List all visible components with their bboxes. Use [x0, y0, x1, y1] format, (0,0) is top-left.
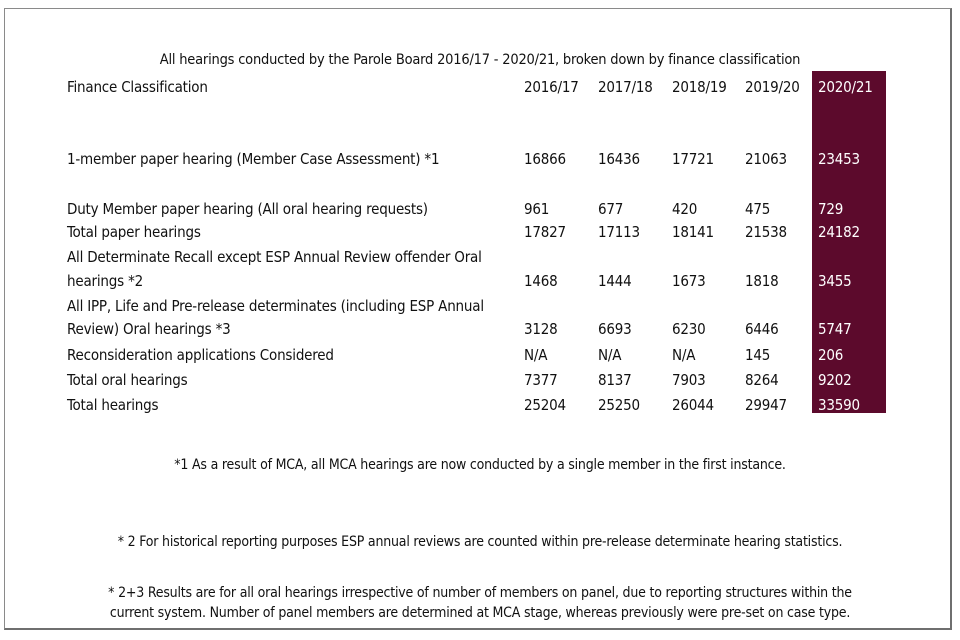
- row-value-highlighted: 206: [818, 346, 844, 364]
- row-value: N/A: [598, 346, 622, 364]
- row-value: 1444: [598, 272, 632, 290]
- row-label: All IPP, Life and Pre-release determinates (including ESP Annual: [67, 297, 484, 315]
- row-value: 1818: [745, 272, 779, 290]
- row-value: N/A: [524, 346, 548, 364]
- row-value: 3128: [524, 320, 558, 338]
- footnote-2: * 2 For historical reporting purposes ESP annual reviews are counted within pre-release determinate hearing statistics.: [117, 534, 843, 550]
- row-value: 1673: [672, 272, 706, 290]
- row-value: 8264: [745, 371, 779, 389]
- row-value: 7377: [524, 371, 558, 389]
- footnote-3-line2: current system. Number of panel members are determined at MCA stage, whereas previously were pre-set on case type.: [109, 605, 851, 621]
- row-value: 17113: [598, 223, 640, 241]
- table-title: All hearings conducted by the Parole Board 2016/17 - 2020/21, broken down by finance classification: [159, 52, 801, 68]
- row-value: 21538: [745, 223, 787, 241]
- header-year: 2016/17: [524, 78, 579, 96]
- row-label: All Determinate Recall except ESP Annual Review offender Oral: [67, 248, 482, 266]
- row-label: Duty Member paper hearing (All oral hearing requests): [67, 200, 428, 218]
- row-value: 1468: [524, 272, 558, 290]
- row-value: 145: [745, 346, 771, 364]
- row-label: Reconsideration applications Considered: [67, 346, 334, 364]
- row-value-highlighted: 729: [818, 200, 844, 218]
- header-year: 2018/19: [672, 78, 727, 96]
- row-value: N/A: [672, 346, 696, 364]
- row-value: 475: [745, 200, 771, 218]
- row-value: 29947: [745, 396, 787, 414]
- row-label: 1-member paper hearing (Member Case Assessment) *1: [67, 150, 440, 168]
- row-value: 25204: [524, 396, 566, 414]
- row-label: Total oral hearings: [67, 371, 188, 389]
- row-value: 18141: [672, 223, 714, 241]
- header-year: 2017/18: [598, 78, 653, 96]
- row-value: 420: [672, 200, 698, 218]
- header-year-highlighted: 2020/21: [818, 78, 873, 96]
- row-value: 16436: [598, 150, 640, 168]
- row-label-continued: Review) Oral hearings *3: [67, 320, 231, 338]
- row-value-highlighted: 3455: [818, 272, 852, 290]
- header-label: Finance Classification: [67, 78, 208, 96]
- row-value: 677: [598, 200, 624, 218]
- row-value-highlighted: 24182: [818, 223, 860, 241]
- row-value: 6446: [745, 320, 779, 338]
- row-value-highlighted: 33590: [818, 396, 860, 414]
- row-value: 21063: [745, 150, 787, 168]
- row-value-highlighted: 23453: [818, 150, 860, 168]
- row-value: 17827: [524, 223, 566, 241]
- row-value: 6693: [598, 320, 632, 338]
- row-value: 8137: [598, 371, 632, 389]
- row-value: 961: [524, 200, 550, 218]
- row-value: 6230: [672, 320, 706, 338]
- row-value-highlighted: 9202: [818, 371, 852, 389]
- row-value: 7903: [672, 371, 706, 389]
- header-year: 2019/20: [745, 78, 800, 96]
- row-value: 26044: [672, 396, 714, 414]
- row-label-continued: hearings *2: [67, 272, 143, 290]
- row-value: 17721: [672, 150, 714, 168]
- footnote-3-line1: * 2+3 Results are for all oral hearings irrespective of number of members on panel, due to reporting structures within the: [108, 585, 852, 601]
- row-label: Total hearings: [67, 396, 159, 414]
- row-label: Total paper hearings: [67, 223, 201, 241]
- row-value: 16866: [524, 150, 566, 168]
- row-value-highlighted: 5747: [818, 320, 852, 338]
- row-value: 25250: [598, 396, 640, 414]
- footnote-1: *1 As a result of MCA, all MCA hearings are now conducted by a single member in the first instance.: [174, 457, 786, 473]
